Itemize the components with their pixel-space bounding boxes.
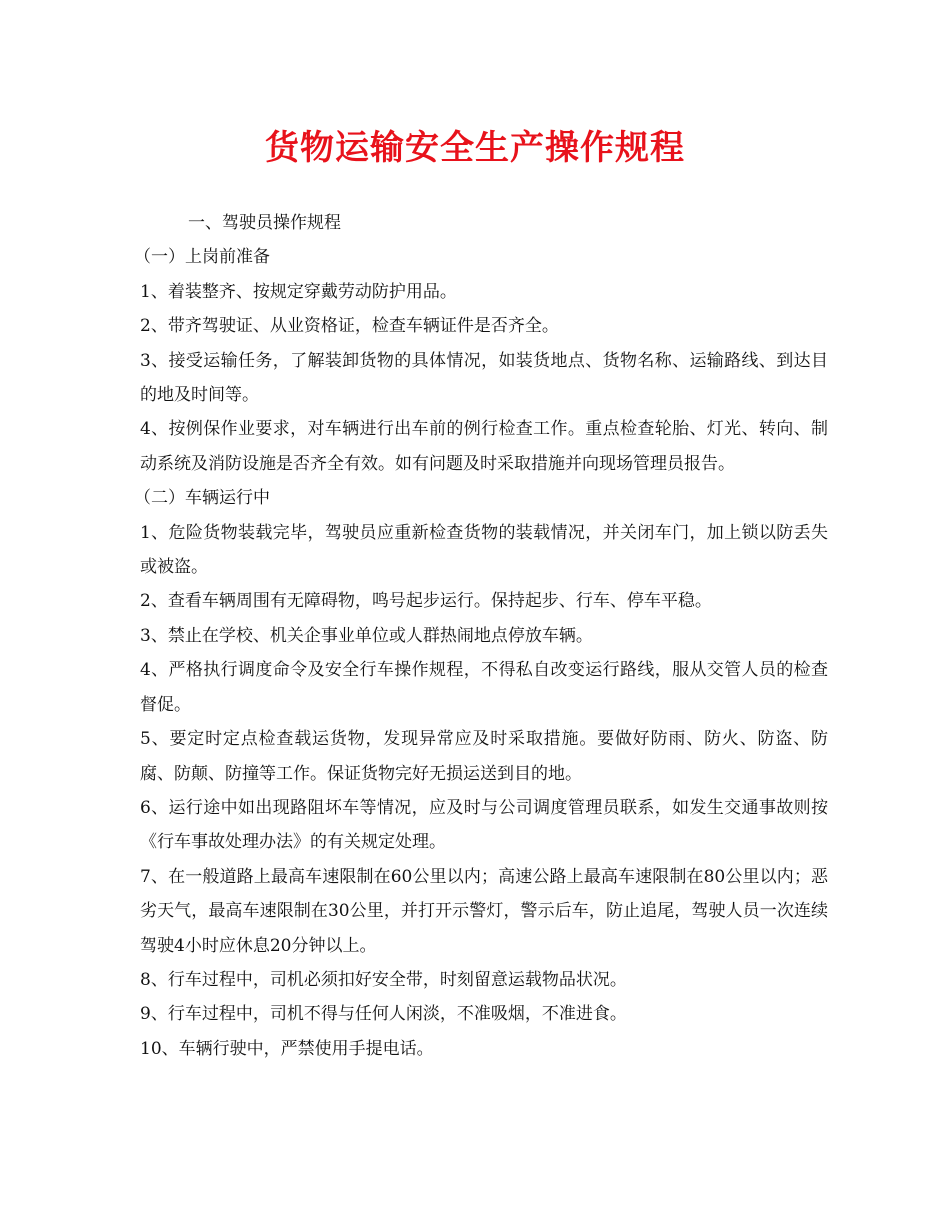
section-heading: 一、驾驶员操作规程: [188, 213, 341, 233]
paragraph: 1、危险货物装载完毕，驾驶员应重新检查货物的装载情况，并关闭车门，加上锁以防丢失或被盗。: [140, 522, 828, 578]
document-title: 货物运输安全生产操作规程: [265, 128, 685, 168]
paragraph: 9、行车过程中，司机不得与任何人闲淡，不准吸烟，不准进食。: [140, 1004, 627, 1025]
paragraph: 10、车辆行驶中，严禁使用手提电话。: [140, 1038, 434, 1059]
paragraph: 8、行车过程中，司机必须扣好安全带，时刻留意运载物品状况。: [140, 969, 627, 990]
paragraph: 4、按例保作业要求，对车辆进行出车前的例行检查工作。重点检查轮胎、灯光、转向、制动系统及消防设施是否齐全有效。如有问题及时采取措施并向现场管理员报告。: [140, 419, 828, 474]
paragraph: 3、禁止在学校、机关企事业单位或人群热闹地点停放车辆。: [140, 625, 593, 646]
subsection-heading-2: （二）车辆运行中: [134, 488, 270, 509]
document-body: [134, 206, 828, 1066]
paragraph: 6、运行途中如出现路阻坏车等情况，应及时与公司调度管理员联系，如发生交通事故则按《行车事故处理办法》的有关规定处理。: [140, 797, 828, 853]
paragraph: 4、严格执行调度命令及安全行车操作规程，不得私自改变运行路线，服从交管人员的检查督促。: [140, 660, 828, 715]
paragraph: 7、在一般道路上最高车速限制在60公里以内；高速公路上最高车速限制在80公里以内；恶劣天气，最高车速限制在30公里，并打开示警灯，警示后车，防止追尾，驾驶人员一次连续驾驶4小时应休息20分钟以上。: [140, 866, 828, 956]
paragraph: 5、要定时定点检查载运货物，发现异常应及时采取措施。要做好防雨、防火、防盗、防腐、防颠、防撞等工作。保证货物完好无损运送到目的地。: [140, 729, 828, 784]
paragraph: 3、接受运输任务，了解装卸货物的具体情况，如装货地点、货物名称、运输路线、到达目的地及时间等。: [140, 350, 828, 406]
paragraph: 1、着装整齐、按规定穿戴劳动防护用品。: [140, 281, 457, 302]
subsection-heading-1: （一）上岗前准备: [134, 247, 270, 268]
paragraph: 2、查看车辆周围有无障碍物，鸣号起步运行。保持起步、行车、停车平稳。: [140, 591, 712, 612]
paragraph: 2、带齐驾驶证、从业资格证，检查车辆证件是否齐全。: [140, 316, 559, 337]
